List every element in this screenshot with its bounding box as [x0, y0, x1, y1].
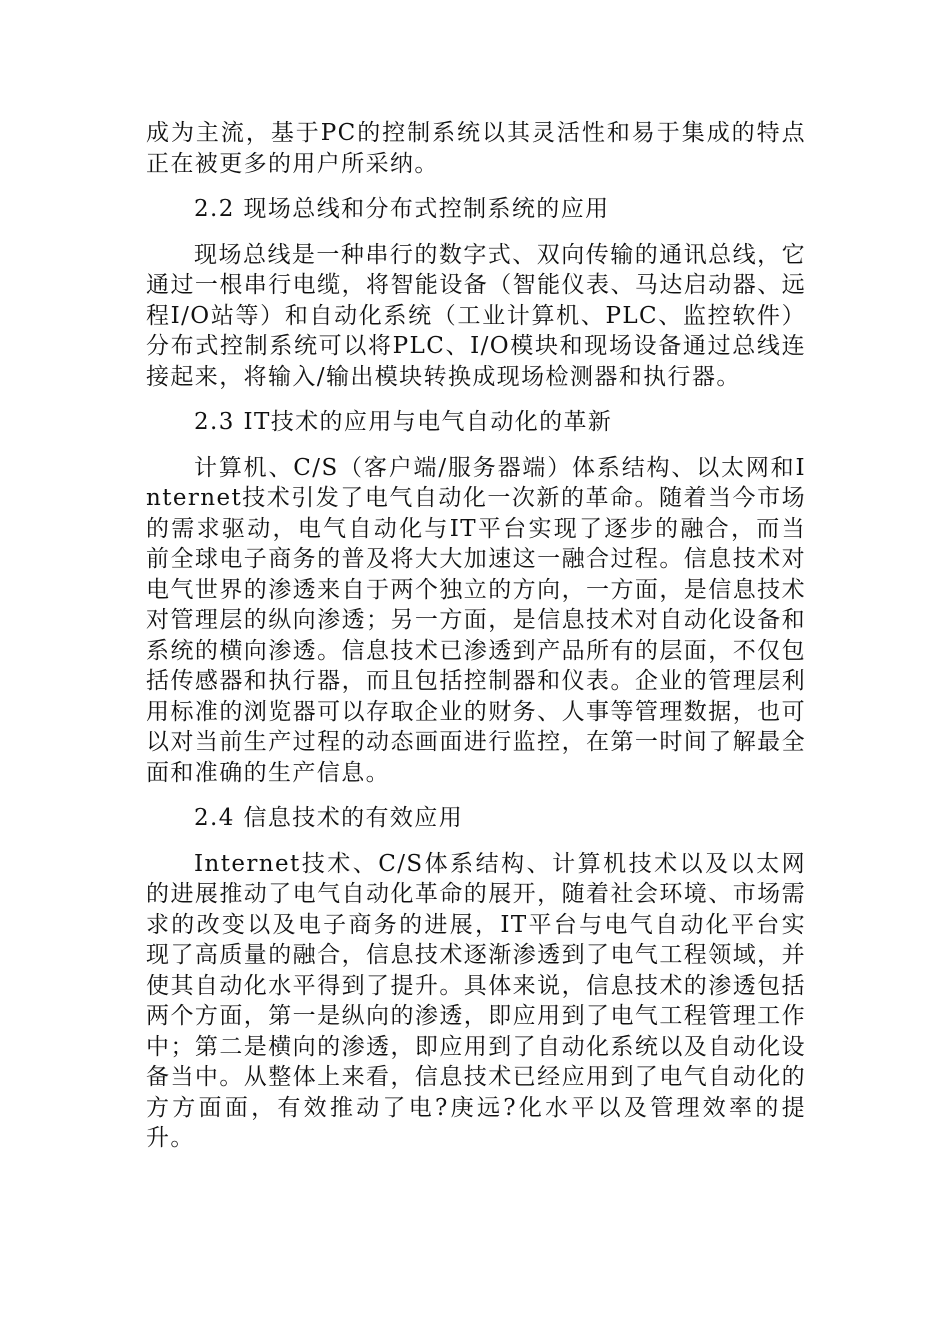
section-heading-2-4: 2.4 信息技术的有效应用: [194, 805, 464, 831]
section-heading-2-2: 2.2 现场总线和分布式控制系统的应用: [194, 196, 610, 222]
section-paragraph-2-2: 现场总线是一种串行的数字式、双向传输的通讯总线，它通过一根串行电缆，将智能设备（智能仪表、马达启动器、远程I/O站等）和自动化系统（工业计算机、PLC、监控软件）分布式控制系统可以将PLC、I/O模块和现场设备通过总线连接起来，将输入/输出模块转换成现场检测器和执行器。: [146, 241, 806, 390]
section-paragraph-2-4: Internet技术、C/S体系结构、计算机技术以及以太网的进展推动了电气自动化革命的展开，随着社会环境、市场需求的改变以及电子商务的进展，IT平台与电气自动化平台实现了高质量的融合，信息技术逐渐渗透到了电气工程领域，并使其自动化水平得到了提升。具体来说，信息技术的渗透包括两个方面，第一是纵向的渗透，即应用到了电气工程管理工作中；第二是横向的渗透，即应用到了自动化系统以及自动化设备当中。从整体上来看，信息技术已经应用到了电气自动化的方方面面，有效推动了电?庚远?化水平以及管理效率的提升。: [146, 850, 806, 1151]
section-paragraph-2-3: 计算机、C/S（客户端/服务器端）体系结构、以太网和Internet技术引发了电气自动化一次新的革命。随着当今市场的需求驱动，电气自动化与IT平台实现了逐步的融合，而当前全球电子商务的普及将大大加速这一融合过程。信息技术对电气世界的渗透来自于两个独立的方向，一方面，是信息技术对管理层的纵向渗透；另一方面，是信息技术对自动化设备和系统的横向渗透。信息技术已渗透到产品所有的层面，不仅包括传感器和执行器，而且包括控制器和仪表。企业的管理层利用标准的浏览器可以存取企业的财务、人事等管理数据，也可以对当前生产过程的动态画面进行监控，在第一时间了解最全面和准确的生产信息。: [146, 454, 806, 786]
document-body: [146, 118, 806, 1154]
section-heading-2-3: 2.3 IT技术的应用与电气自动化的革新: [194, 409, 613, 435]
paragraph-continuation: 成为主流，基于PC的控制系统以其灵活性和易于集成的特点正在被更多的用户所采纳。: [146, 120, 806, 177]
